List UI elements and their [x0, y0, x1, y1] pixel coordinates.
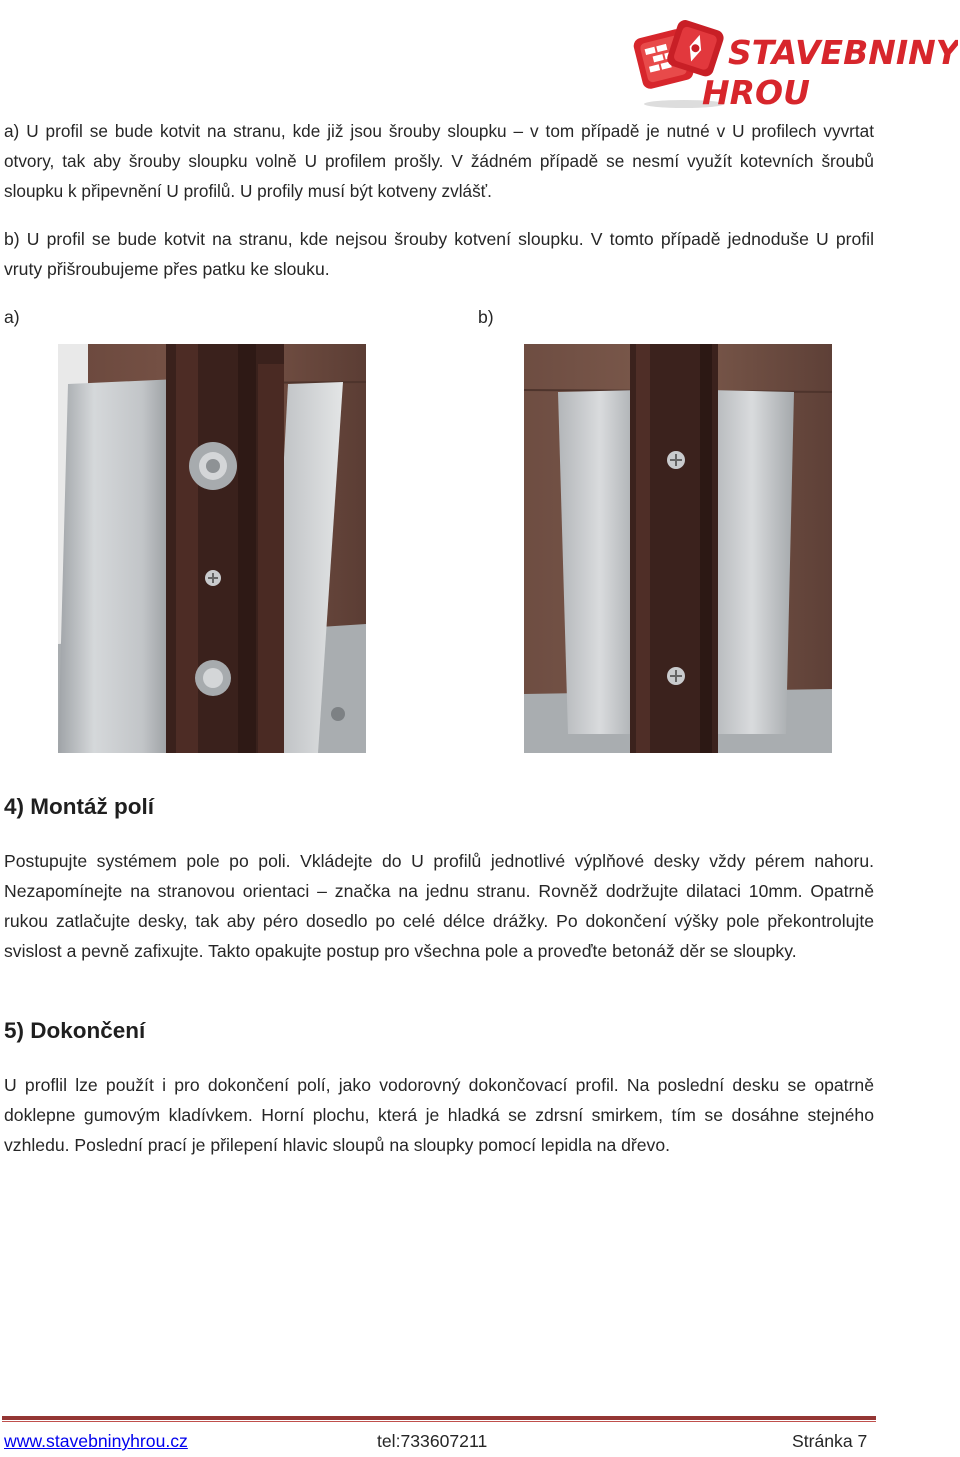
photo-u-profile-with-bolts	[58, 344, 366, 753]
logo-text-line2: HROU	[702, 73, 810, 110]
company-logo	[624, 6, 958, 110]
photo-u-profile-with-screws	[524, 344, 832, 753]
paragraph-finishing-instructions: U proflil lze použít i pro dokončení polí, jako vodorovný dokončovací profil. Na poslední desku se opatrně doklepne gumovým kladívkem. Horní plochu, která je hladká se zdrsní smirkem, tím se dosáhne stejného vzhledu. Poslední prací je přilepení hlavic sloupů na sloupky pomocí lepidla na dřevo.	[4, 1075, 874, 1155]
footer-page-number: Stránka 7	[792, 1431, 868, 1451]
footer-rule	[2, 1416, 876, 1420]
photo-label-a: a)	[4, 307, 20, 327]
footer-rule-thin	[2, 1421, 876, 1422]
footer-phone: tel:733607211	[377, 1431, 488, 1451]
paragraph-option-b: b) U profil se bude kotvit na stranu, kde nejsou šrouby kotvení sloupku. V tomto případě jednoduše U profil vruty přišroubujeme přes patku ke slouku.	[4, 229, 874, 279]
photo-label-b: b)	[478, 307, 494, 327]
section-heading-finishing: 5) Dokončení	[4, 1018, 146, 1043]
paragraph-assembly-instructions: Postupujte systémem pole po poli. Vkládejte do U profilů jednotlivé výplňové desky vždy pérem nahoru. Nezapomínejte na stranovou orientaci – značka na jednu stranu. Rovněž dodržujte dilataci 10mm. Opatrně rukou zatlačujte desky, tak aby péro dosedlo po celé délce drážky. Po dokončení výšky pole překontrolujte svislost a pevně zafixujte. Takto opakujte postup pro všechna pole a proveďte betonáž děr se sloupky.	[4, 851, 874, 961]
section-heading-assembly: 4) Montáž polí	[4, 794, 154, 819]
paragraph-option-a: a) U profil se bude kotvit na stranu, kde již jsou šrouby sloupku – v tom případě je nutné v U profilech vyvrtat otvory, tak aby šrouby sloupku volně U profilem prošly. V žádném případě se nesmí využít kotevních šroubů sloupku k připevnění U profilů. U profily musí být kotveny zvlášť.	[4, 121, 874, 201]
logo-text-line1: STAVEBNINY	[728, 33, 958, 72]
footer-website-link[interactable]: www.stavebninyhrou.cz	[4, 1431, 188, 1451]
